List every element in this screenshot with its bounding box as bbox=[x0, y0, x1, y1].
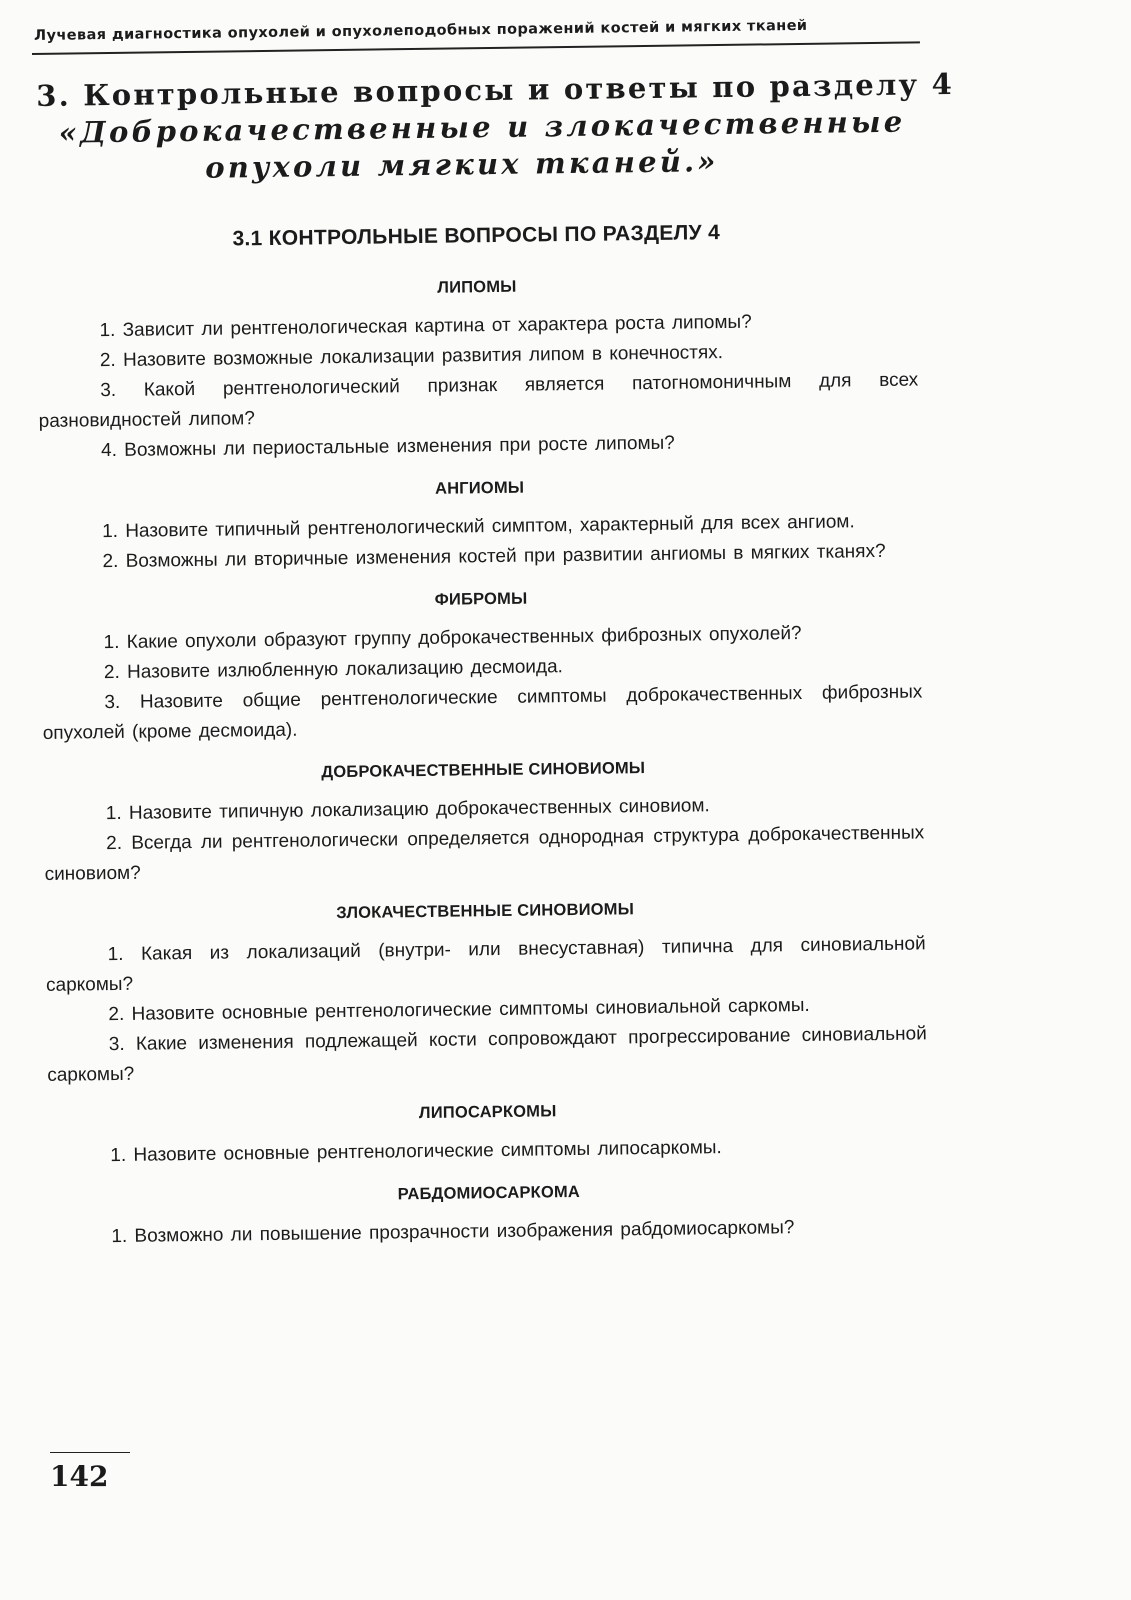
question: 2. Возможны ли вторичные изменения костей при развитии ангиомы в мягких тканях? bbox=[102, 540, 886, 573]
subsection-malignant-synoviomas bbox=[45, 896, 927, 1091]
section-title: 3.1 КОНТРОЛЬНЫЕ ВОПРОСЫ ПО РАЗДЕЛУ 4 bbox=[232, 221, 721, 251]
question: 1. Назовите типичную локализацию доброкачественных синовиом. bbox=[105, 795, 710, 825]
chapter-title bbox=[36, 66, 955, 189]
header-rule bbox=[32, 41, 920, 55]
question: 1. Назовите типичный рентгенологический симптом, характерный для всех ангиом. bbox=[102, 511, 855, 543]
page-content bbox=[36, 204, 930, 1270]
question: 2. Назовите излюбленную локализацию десмоида. bbox=[103, 656, 564, 684]
question: 3. Какие изменения подлежащей кости сопровождают прогрессирование синовиальной саркомы? bbox=[47, 1023, 927, 1086]
question: 1. Зависит ли рентгенологическая картина от характера роста липомы? bbox=[99, 311, 752, 342]
question: 1. Какие опухоли образуют группу доброкачественных фиброзных опухолей? bbox=[103, 623, 802, 654]
subsection-fibromas bbox=[41, 584, 923, 749]
running-header: Лучевая диагностика опухолей и опухолеподобных поражений костей и мягких тканей bbox=[34, 17, 808, 44]
subsection-rhabdomyosarcoma bbox=[49, 1178, 930, 1253]
question: 2. Назовите возможные локализации развития липом в конечностях. bbox=[99, 342, 724, 372]
subsection-title: ДОБРОКАЧЕСТВЕННЫЕ СИНОВИОМЫ bbox=[321, 759, 646, 782]
subsection-title: ЛИПОСАРКОМЫ bbox=[418, 1102, 557, 1123]
question: 4. Возможны ли периостальные изменения при росте липомы? bbox=[100, 432, 675, 462]
subsection-title: ФИБРОМЫ bbox=[434, 589, 528, 609]
footer-rule bbox=[50, 1452, 130, 1453]
page-number: 142 bbox=[50, 1460, 109, 1493]
question: 3. Назовите общие рентгенологические симптомы доброкачественных фиброзных опухолей (кроме десмоида). bbox=[42, 681, 923, 744]
question: 1. Возможно ли повышение прозрачности изображения рабдомиосаркомы? bbox=[111, 1217, 795, 1248]
subsection-title: ЛИПОМЫ bbox=[437, 277, 517, 297]
chapter-title-line-3: опухоли мягких тканей.» bbox=[204, 144, 719, 185]
subsection-title: АНГИОМЫ bbox=[434, 478, 525, 498]
subsection-title: ЗЛОКАЧЕСТВЕННЫЕ СИНОВИОМЫ bbox=[336, 900, 635, 923]
subsection-title: РАБДОМИОСАРКОМА bbox=[397, 1182, 581, 1204]
question: 1. Назовите основные рентгенологические симптомы липосаркомы. bbox=[110, 1137, 722, 1167]
subsection-liposarcomas bbox=[48, 1097, 929, 1172]
subsection-lipomas bbox=[37, 272, 919, 467]
question: 2. Назовите основные рентгенологические симптомы синовиальной саркомы. bbox=[108, 994, 810, 1026]
subsection-benign-synoviomas bbox=[43, 755, 925, 890]
subsection-angiomas bbox=[40, 473, 921, 578]
chapter-title-line-2: «Доброкачественные и злокачественные bbox=[58, 104, 906, 150]
question: 3. Какой рентгенологический признак является патогномоничным для всех разновидностей липом? bbox=[38, 369, 919, 432]
chapter-title-line-1: 3. Контрольные вопросы и ответы по разделу 4 bbox=[36, 66, 955, 113]
question: 1. Какая из локализаций (внутри- или внесуставная) типична для синовиальной саркомы? bbox=[45, 933, 926, 996]
question: 2. Всегда ли рентгенологически определяется однородная структура доброкачественных синовиом? bbox=[44, 822, 925, 885]
